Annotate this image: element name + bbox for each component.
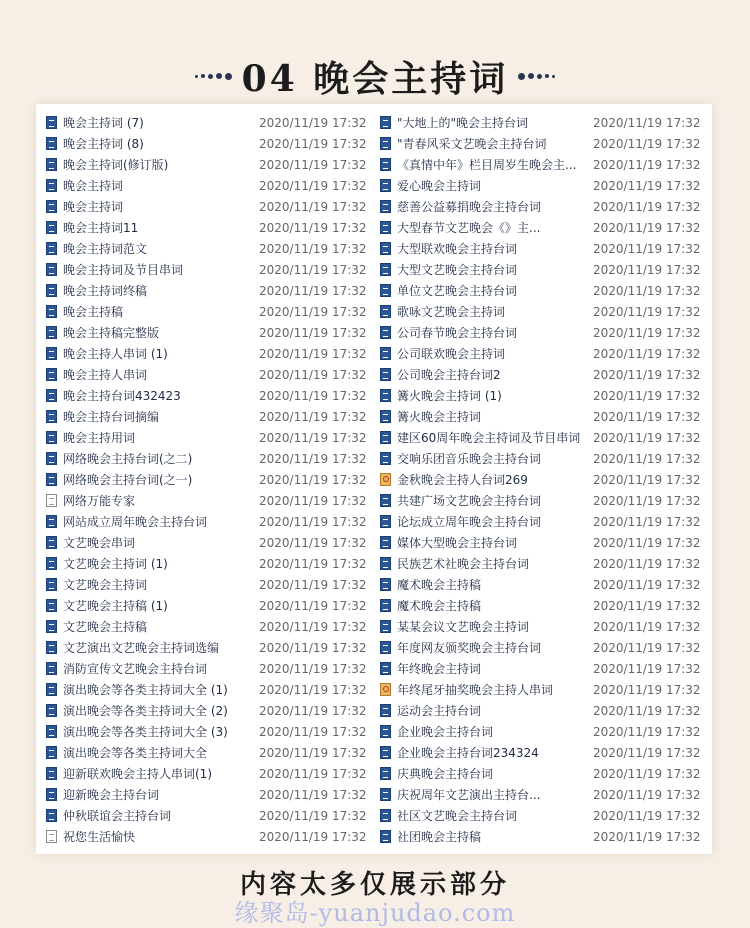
word-document-icon xyxy=(380,221,391,234)
file-modified-date: 2020/11/19 17:32 xyxy=(259,199,367,214)
file-modified-date: 2020/11/19 17:32 xyxy=(259,745,367,760)
file-modified-date: 2020/11/19 17:32 xyxy=(259,787,367,802)
file-row[interactable] xyxy=(46,469,384,490)
file-modified-date: 2020/11/19 17:32 xyxy=(593,262,701,277)
word-document-icon xyxy=(46,242,57,255)
file-row[interactable] xyxy=(380,133,718,154)
file-row[interactable] xyxy=(46,532,384,553)
file-row[interactable] xyxy=(46,763,384,784)
word-document-icon xyxy=(46,263,57,276)
file-name: 媒体大型晚会主持台词 xyxy=(397,536,518,550)
word-document-icon xyxy=(46,368,57,381)
file-modified-date: 2020/11/19 17:32 xyxy=(593,325,701,340)
file-modified-date: 2020/11/19 17:32 xyxy=(593,304,701,319)
file-row[interactable] xyxy=(380,658,718,679)
file-name: "青春风采文艺晚会主持台词 xyxy=(397,137,547,151)
word-document-icon xyxy=(380,158,391,171)
file-name: 金秋晚会主持人台词269 xyxy=(397,473,528,487)
file-name: 庆典晚会主持台词 xyxy=(397,767,494,781)
file-modified-date: 2020/11/19 17:32 xyxy=(593,514,701,529)
file-row[interactable] xyxy=(46,322,384,343)
file-row[interactable] xyxy=(46,301,384,322)
file-modified-date: 2020/11/19 17:32 xyxy=(593,283,701,298)
file-modified-date: 2020/11/19 17:32 xyxy=(259,304,367,319)
word-document-icon xyxy=(46,599,57,612)
file-row[interactable] xyxy=(46,490,384,511)
page-title: 04 晚会主持词 xyxy=(241,57,509,100)
file-modified-date: 2020/11/19 17:32 xyxy=(259,682,367,697)
file-row[interactable] xyxy=(46,154,384,175)
right-dots-decoration xyxy=(518,73,555,80)
word-document-icon xyxy=(380,746,391,759)
file-modified-date: 2020/11/19 17:32 xyxy=(259,115,367,130)
file-name: 晚会主持用词 xyxy=(63,431,136,445)
file-list-left-column xyxy=(46,112,384,847)
file-name: 歌咏文艺晚会主持词 xyxy=(397,305,506,319)
file-name: 仲秋联谊会主持台词 xyxy=(63,809,172,823)
file-row[interactable] xyxy=(46,637,384,658)
file-row[interactable] xyxy=(380,385,718,406)
word-document-icon xyxy=(380,431,391,444)
file-name: 晚会主持词 xyxy=(63,179,124,193)
file-row[interactable] xyxy=(380,217,718,238)
word-document-icon xyxy=(380,116,391,129)
word-document-icon xyxy=(380,620,391,633)
file-modified-date: 2020/11/19 17:32 xyxy=(593,640,701,655)
file-name: 网络万能专家 xyxy=(63,494,136,508)
file-row[interactable] xyxy=(46,112,384,133)
file-name: 篝火晚会主持词 xyxy=(397,410,482,424)
word-document-icon xyxy=(46,347,57,360)
word-document-icon xyxy=(380,347,391,360)
file-row[interactable] xyxy=(380,679,718,700)
file-name: 公司春节晚会主持台词 xyxy=(397,326,518,340)
file-row[interactable] xyxy=(46,364,384,385)
word-document-icon xyxy=(46,578,57,591)
file-name: 庆祝周年文艺演出主持台... xyxy=(397,788,541,802)
file-row[interactable] xyxy=(380,196,718,217)
file-modified-date: 2020/11/19 17:32 xyxy=(259,262,367,277)
word-document-icon xyxy=(380,767,391,780)
word-document-icon xyxy=(380,578,391,591)
file-name: 企业晚会主持台词 xyxy=(397,725,494,739)
file-name: 晚会主持词 xyxy=(63,200,124,214)
word-document-icon xyxy=(380,515,391,528)
word-document-icon xyxy=(46,536,57,549)
word-document-icon xyxy=(46,557,57,570)
file-name: 魔术晚会主持稿 xyxy=(397,599,482,613)
word-document-icon xyxy=(380,326,391,339)
file-row[interactable] xyxy=(46,238,384,259)
file-row[interactable] xyxy=(380,784,718,805)
file-modified-date: 2020/11/19 17:32 xyxy=(259,409,367,424)
word-document-icon xyxy=(46,515,57,528)
file-modified-date: 2020/11/19 17:32 xyxy=(593,619,701,634)
file-row[interactable] xyxy=(380,553,718,574)
file-name: 某某会议文艺晚会主持词 xyxy=(397,620,530,634)
file-name: 文艺晚会串词 xyxy=(63,536,136,550)
file-modified-date: 2020/11/19 17:32 xyxy=(259,325,367,340)
file-row[interactable] xyxy=(380,574,718,595)
file-modified-date: 2020/11/19 17:32 xyxy=(593,430,701,445)
file-row[interactable] xyxy=(46,448,384,469)
file-row[interactable] xyxy=(46,280,384,301)
file-modified-date: 2020/11/19 17:32 xyxy=(593,577,701,592)
file-list-right-column xyxy=(380,112,718,847)
word-document-icon xyxy=(46,788,57,801)
file-modified-date: 2020/11/19 17:32 xyxy=(259,577,367,592)
file-name: 晚会主持词范文 xyxy=(63,242,148,256)
file-row[interactable] xyxy=(380,721,718,742)
file-row[interactable] xyxy=(380,259,718,280)
word-document-icon xyxy=(380,557,391,570)
file-row[interactable] xyxy=(380,490,718,511)
file-modified-date: 2020/11/19 17:32 xyxy=(593,346,701,361)
file-modified-date: 2020/11/19 17:32 xyxy=(259,220,367,235)
file-modified-date: 2020/11/19 17:32 xyxy=(259,556,367,571)
file-row[interactable] xyxy=(380,826,718,847)
word-document-icon xyxy=(46,179,57,192)
file-name: 年终尾牙抽奖晚会主持人串词 xyxy=(397,683,554,697)
file-row[interactable] xyxy=(380,154,718,175)
file-name: 篝火晚会主持词 (1) xyxy=(397,389,502,403)
file-modified-date: 2020/11/19 17:32 xyxy=(259,661,367,676)
file-name: 网络晚会主持台词(之一) xyxy=(63,473,193,487)
file-row[interactable] xyxy=(380,511,718,532)
file-modified-date: 2020/11/19 17:32 xyxy=(259,514,367,529)
file-row[interactable] xyxy=(46,385,384,406)
word-document-icon xyxy=(46,662,57,675)
file-name: 晚会主持稿完整版 xyxy=(63,326,160,340)
word-document-icon xyxy=(380,305,391,318)
file-row[interactable] xyxy=(380,700,718,721)
word-document-icon xyxy=(46,158,57,171)
file-row[interactable] xyxy=(380,469,718,490)
file-modified-date: 2020/11/19 17:32 xyxy=(593,787,701,802)
file-modified-date: 2020/11/19 17:32 xyxy=(259,430,367,445)
text-file-icon xyxy=(46,494,57,507)
word-document-icon xyxy=(380,788,391,801)
file-modified-date: 2020/11/19 17:32 xyxy=(259,766,367,781)
file-row[interactable] xyxy=(46,826,384,847)
file-modified-date: 2020/11/19 17:32 xyxy=(593,472,701,487)
file-name: 祝您生活愉快 xyxy=(63,830,136,844)
file-modified-date: 2020/11/19 17:32 xyxy=(259,829,367,844)
file-name: 运动会主持台词 xyxy=(397,704,482,718)
word-document-icon xyxy=(46,116,57,129)
file-name: 文艺晚会主持词 xyxy=(63,578,148,592)
file-modified-date: 2020/11/19 17:32 xyxy=(259,640,367,655)
file-row[interactable] xyxy=(46,784,384,805)
file-name: 晚会主持台词432423 xyxy=(63,389,181,403)
word-document-icon xyxy=(380,242,391,255)
file-name: 晚会主持词11 xyxy=(63,221,139,235)
file-row[interactable] xyxy=(46,511,384,532)
header xyxy=(0,44,750,108)
file-row[interactable] xyxy=(46,700,384,721)
file-modified-date: 2020/11/19 17:32 xyxy=(259,136,367,151)
file-modified-date: 2020/11/19 17:32 xyxy=(593,241,701,256)
file-name: 慈善公益募捐晚会主持台词 xyxy=(397,200,542,214)
file-name: 迎新晚会主持台词 xyxy=(63,788,160,802)
file-name: 共建广场文艺晚会主持台词 xyxy=(397,494,542,508)
file-modified-date: 2020/11/19 17:32 xyxy=(259,157,367,172)
file-modified-date: 2020/11/19 17:32 xyxy=(593,157,701,172)
word-document-icon xyxy=(46,683,57,696)
file-modified-date: 2020/11/19 17:32 xyxy=(593,661,701,676)
file-name: 大型文艺晚会主持台词 xyxy=(397,263,518,277)
file-row[interactable] xyxy=(46,658,384,679)
file-row[interactable] xyxy=(46,427,384,448)
word-document-icon xyxy=(46,725,57,738)
word-document-icon xyxy=(46,809,57,822)
file-name: 论坛成立周年晚会主持台词 xyxy=(397,515,542,529)
file-modified-date: 2020/11/19 17:32 xyxy=(259,367,367,382)
file-name: 建区60周年晚会主持词及节目串词 xyxy=(397,431,581,445)
file-name: 晚会主持人串词 xyxy=(63,368,148,382)
file-name: 网络晚会主持台词(之二) xyxy=(63,452,193,466)
file-name: 晚会主持台词摘编 xyxy=(63,410,160,424)
file-modified-date: 2020/11/19 17:32 xyxy=(593,388,701,403)
file-name: 晚会主持人串词 (1) xyxy=(63,347,168,361)
file-row[interactable] xyxy=(380,280,718,301)
file-modified-date: 2020/11/19 17:32 xyxy=(593,745,701,760)
file-name: 魔术晚会主持稿 xyxy=(397,578,482,592)
file-row[interactable] xyxy=(380,112,718,133)
file-name: 消防宣传文艺晚会主持台词 xyxy=(63,662,208,676)
file-row[interactable] xyxy=(46,406,384,427)
file-row[interactable] xyxy=(380,805,718,826)
file-modified-date: 2020/11/19 17:32 xyxy=(259,724,367,739)
word-document-icon xyxy=(46,410,57,423)
word-document-icon xyxy=(46,452,57,465)
word-document-icon xyxy=(380,809,391,822)
word-document-icon xyxy=(46,704,57,717)
word-document-icon xyxy=(46,137,57,150)
file-name: 交响乐团音乐晚会主持台词 xyxy=(397,452,542,466)
file-name: 年终晚会主持词 xyxy=(397,662,482,676)
file-name: 公司晚会主持台词2 xyxy=(397,368,501,382)
word-document-icon xyxy=(46,746,57,759)
file-name: 晚会主持词 (7) xyxy=(63,116,144,130)
file-modified-date: 2020/11/19 17:32 xyxy=(259,178,367,193)
file-row[interactable] xyxy=(380,448,718,469)
word-document-icon xyxy=(46,284,57,297)
file-modified-date: 2020/11/19 17:32 xyxy=(593,451,701,466)
file-row[interactable] xyxy=(380,343,718,364)
file-row[interactable] xyxy=(46,217,384,238)
word-document-icon xyxy=(46,305,57,318)
file-row[interactable] xyxy=(380,427,718,448)
file-name: 晚会主持词(修订版) xyxy=(63,158,169,172)
file-name: 大型春节文艺晚会《》主... xyxy=(397,221,541,235)
file-modified-date: 2020/11/19 17:32 xyxy=(593,766,701,781)
file-name: 民族艺术社晚会主持台词 xyxy=(397,557,530,571)
file-modified-date: 2020/11/19 17:32 xyxy=(593,493,701,508)
file-name: 企业晚会主持台词234324 xyxy=(397,746,539,760)
word-document-icon xyxy=(46,641,57,654)
file-modified-date: 2020/11/19 17:32 xyxy=(259,472,367,487)
file-name: 晚会主持词 (8) xyxy=(63,137,144,151)
word-document-icon xyxy=(380,536,391,549)
word-document-icon xyxy=(380,410,391,423)
file-row[interactable] xyxy=(46,721,384,742)
file-row[interactable] xyxy=(380,637,718,658)
word-document-icon xyxy=(380,599,391,612)
file-row[interactable] xyxy=(380,763,718,784)
file-modified-date: 2020/11/19 17:32 xyxy=(259,493,367,508)
file-name: 晚会主持稿 xyxy=(63,305,124,319)
file-name: 社团晚会主持稿 xyxy=(397,830,482,844)
file-row[interactable] xyxy=(380,301,718,322)
file-modified-date: 2020/11/19 17:32 xyxy=(259,451,367,466)
file-name: 演出晚会等各类主持词大全 (3) xyxy=(63,725,228,739)
file-modified-date: 2020/11/19 17:32 xyxy=(593,682,701,697)
file-row[interactable] xyxy=(380,742,718,763)
file-name: 晚会主持词及节目串词 xyxy=(63,263,184,277)
file-row[interactable] xyxy=(46,196,384,217)
left-dots-decoration xyxy=(195,73,232,80)
file-modified-date: 2020/11/19 17:32 xyxy=(593,136,701,151)
file-modified-date: 2020/11/19 17:32 xyxy=(259,808,367,823)
file-modified-date: 2020/11/19 17:32 xyxy=(259,388,367,403)
word-document-icon xyxy=(46,326,57,339)
word-document-icon xyxy=(46,620,57,633)
word-document-icon xyxy=(46,200,57,213)
file-modified-date: 2020/11/19 17:32 xyxy=(593,199,701,214)
file-name: 文艺晚会主持稿 xyxy=(63,620,148,634)
file-name: 单位文艺晚会主持台词 xyxy=(397,284,518,298)
file-name: 《真情中年》栏目周岁生晚会主... xyxy=(397,158,577,172)
file-name: 演出晚会等各类主持词大全 xyxy=(63,746,208,760)
file-modified-date: 2020/11/19 17:32 xyxy=(593,367,701,382)
file-name: 演出晚会等各类主持词大全 (1) xyxy=(63,683,228,697)
file-modified-date: 2020/11/19 17:32 xyxy=(593,724,701,739)
file-modified-date: 2020/11/19 17:32 xyxy=(259,241,367,256)
file-row[interactable] xyxy=(46,259,384,280)
file-modified-date: 2020/11/19 17:32 xyxy=(259,598,367,613)
file-list-panel xyxy=(36,104,712,854)
word-document-icon xyxy=(380,284,391,297)
file-name: 大型联欢晚会主持台词 xyxy=(397,242,518,256)
word-document-icon xyxy=(380,662,391,675)
file-row[interactable] xyxy=(380,238,718,259)
file-modified-date: 2020/11/19 17:32 xyxy=(593,115,701,130)
word-document-icon xyxy=(380,452,391,465)
file-modified-date: 2020/11/19 17:32 xyxy=(593,703,701,718)
file-modified-date: 2020/11/19 17:32 xyxy=(593,409,701,424)
file-name: 演出晚会等各类主持词大全 (2) xyxy=(63,704,228,718)
file-row[interactable] xyxy=(380,595,718,616)
word-document-icon xyxy=(380,725,391,738)
word-document-icon xyxy=(46,431,57,444)
file-row[interactable] xyxy=(46,805,384,826)
watermark: 缘聚岛-yuanjudao.com xyxy=(234,899,516,927)
pdf-file-icon xyxy=(380,473,391,486)
pdf-file-icon xyxy=(380,683,391,696)
file-modified-date: 2020/11/19 17:32 xyxy=(593,808,701,823)
file-row[interactable] xyxy=(380,322,718,343)
word-document-icon xyxy=(380,137,391,150)
file-name: 爱心晚会主持词 xyxy=(397,179,482,193)
file-name: 文艺晚会主持稿 (1) xyxy=(63,599,168,613)
file-modified-date: 2020/11/19 17:32 xyxy=(259,703,367,718)
file-name: 晚会主持词终稿 xyxy=(63,284,148,298)
file-row[interactable] xyxy=(380,175,718,196)
file-row[interactable] xyxy=(46,133,384,154)
file-name: 文艺演出文艺晚会主持词选编 xyxy=(63,641,220,655)
word-document-icon xyxy=(380,179,391,192)
file-name: 公司联欢晚会主持词 xyxy=(397,347,506,361)
file-row[interactable] xyxy=(46,742,384,763)
file-row[interactable] xyxy=(46,595,384,616)
file-name: 社区文艺晚会主持台词 xyxy=(397,809,518,823)
word-document-icon xyxy=(380,263,391,276)
file-modified-date: 2020/11/19 17:32 xyxy=(593,178,701,193)
word-document-icon xyxy=(380,200,391,213)
file-row[interactable] xyxy=(380,364,718,385)
file-name: 网站成立周年晚会主持台词 xyxy=(63,515,208,529)
file-modified-date: 2020/11/19 17:32 xyxy=(593,556,701,571)
word-document-icon xyxy=(46,767,57,780)
file-row[interactable] xyxy=(46,343,384,364)
file-row[interactable] xyxy=(46,553,384,574)
file-modified-date: 2020/11/19 17:32 xyxy=(259,283,367,298)
text-file-icon xyxy=(46,830,57,843)
file-row[interactable] xyxy=(46,616,384,637)
word-document-icon xyxy=(46,473,57,486)
word-document-icon xyxy=(380,389,391,402)
word-document-icon xyxy=(380,641,391,654)
footer-caption: 内容太多仅展示部分 xyxy=(239,870,510,900)
file-name: 文艺晚会主持词 (1) xyxy=(63,557,168,571)
file-name: 年度网友颁奖晚会主持台词 xyxy=(397,641,542,655)
word-document-icon xyxy=(46,389,57,402)
file-modified-date: 2020/11/19 17:32 xyxy=(259,535,367,550)
file-modified-date: 2020/11/19 17:32 xyxy=(593,598,701,613)
file-row[interactable] xyxy=(380,532,718,553)
file-modified-date: 2020/11/19 17:32 xyxy=(593,220,701,235)
file-row[interactable] xyxy=(46,175,384,196)
file-modified-date: 2020/11/19 17:32 xyxy=(259,619,367,634)
word-document-icon xyxy=(380,830,391,843)
file-modified-date: 2020/11/19 17:32 xyxy=(593,829,701,844)
file-row[interactable] xyxy=(46,574,384,595)
file-row[interactable] xyxy=(380,406,718,427)
file-modified-date: 2020/11/19 17:32 xyxy=(593,535,701,550)
file-row[interactable] xyxy=(380,616,718,637)
file-modified-date: 2020/11/19 17:32 xyxy=(259,346,367,361)
file-name: "大地上的"晚会主持台词 xyxy=(397,116,529,130)
word-document-icon xyxy=(46,221,57,234)
file-row[interactable] xyxy=(46,679,384,700)
word-document-icon xyxy=(380,494,391,507)
file-name: 迎新联欢晚会主持人串词(1) xyxy=(63,767,212,781)
word-document-icon xyxy=(380,704,391,717)
word-document-icon xyxy=(380,368,391,381)
